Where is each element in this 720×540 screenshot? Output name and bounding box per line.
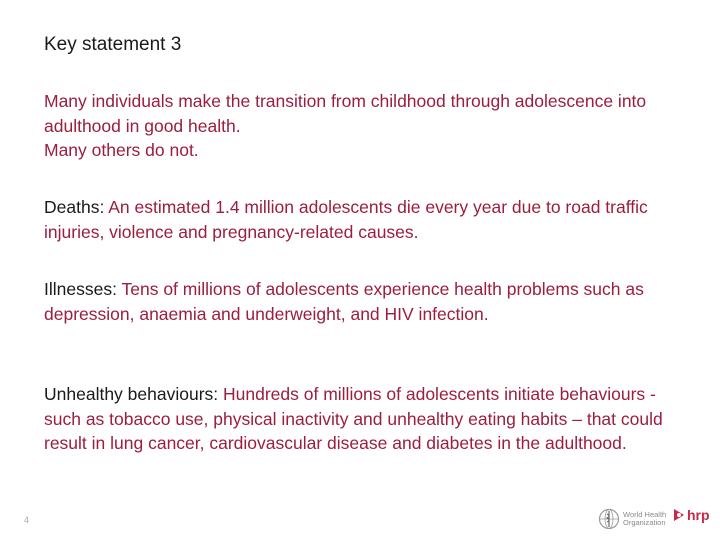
- illnesses-paragraph: [44, 277, 684, 326]
- behaviours-paragraph: [44, 382, 684, 456]
- slide-title: Key statement 3: [44, 34, 182, 55]
- hrp-emblem-icon: [672, 507, 686, 523]
- who-emblem-icon: [598, 508, 620, 530]
- illnesses-label: Illnesses:: [44, 279, 122, 299]
- intro-line-1: Many individuals make the transition from childhood through adolescence into adulthood in good health.: [44, 91, 647, 136]
- intro-paragraph: [44, 89, 684, 163]
- intro-line-2: Many others do not.: [44, 140, 199, 160]
- who-line-2: Organization: [623, 518, 666, 527]
- hrp-wordmark: hrp: [687, 507, 710, 523]
- deaths-paragraph: [44, 195, 684, 244]
- who-wordmark: [623, 511, 669, 527]
- hrp-logo: [672, 507, 710, 523]
- deaths-text: An estimated 1.4 million adolescents die every year due to road traffic injuries, violence and pregnancy-related causes.: [44, 197, 648, 242]
- behaviours-text: Hundreds of millions of adolescents initiate behaviours - such as tobacco use, physical inactivity and unhealthy eating habits – that could result in lung cancer, cardiovascular disease and diabetes in the adulthood.: [44, 384, 663, 453]
- behaviours-label: Unhealthy behaviours:: [44, 384, 223, 404]
- illnesses-text: Tens of millions of adolescents experience health problems such as depression, anaemia and underweight, and HIV infection.: [44, 279, 644, 324]
- deaths-label: Deaths:: [44, 197, 109, 217]
- who-line-1: World Health: [623, 510, 667, 519]
- who-logo: [598, 508, 669, 530]
- page-number: 4: [24, 515, 30, 525]
